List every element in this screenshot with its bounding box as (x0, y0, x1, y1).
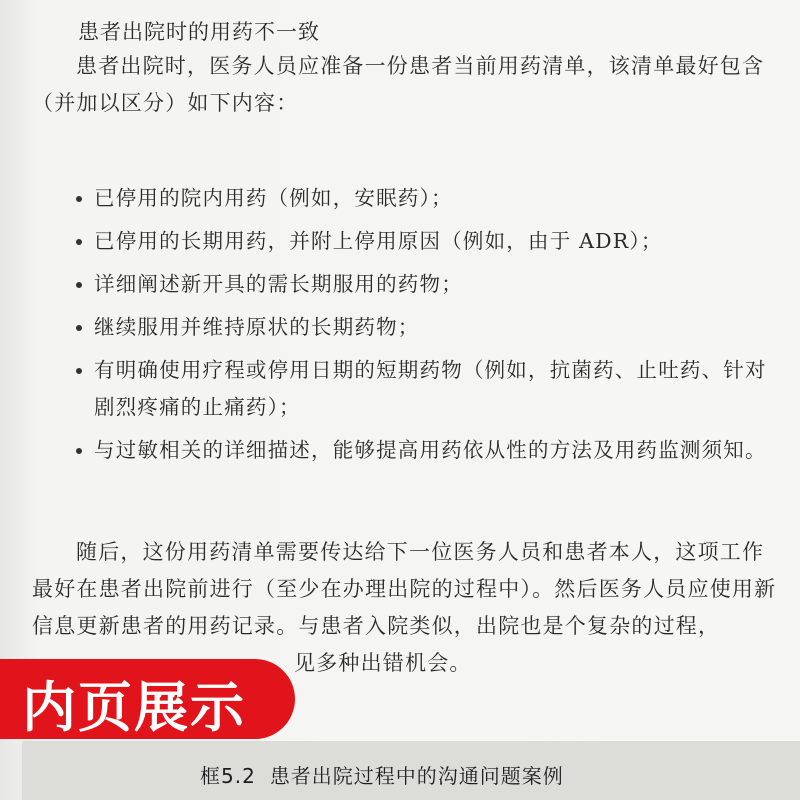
list-item-text: 已停用的院内用药（例如，安眠药）； (94, 186, 453, 210)
list-item (74, 309, 774, 346)
followup-paragraph-text: 随后，这份用药清单需要传达给下一位医务人员和患者本人，这项工作最好在患者出院前进行（至少在办理出院的过程中）。然后医务人员应使用新信息更新患者的用药记录。与患者入院类似，出院也是个复杂的过程， (32, 540, 777, 638)
list-item-text: 已停用的长期用药，并附上停用原因（例如，由于 ADR）； (94, 229, 663, 253)
bullet-icon (76, 239, 82, 245)
section-heading: 患者出院时的用药不一致 (78, 20, 320, 44)
list-item-text: 与过敏相关的详细描述，能够提高用药依从性的方法及用药监测须知。 (94, 438, 767, 462)
list-item (74, 223, 774, 260)
bullet-icon (76, 448, 82, 454)
bullet-icon (76, 282, 82, 288)
medication-list (74, 180, 774, 475)
bullet-icon (76, 368, 82, 374)
list-item (74, 180, 774, 217)
list-item-text: 详细阐述新开具的需长期服用的药物； (94, 272, 463, 296)
box-title-text: 患者出院过程中的沟通问题案例 (269, 764, 564, 788)
list-item (74, 266, 774, 303)
promo-banner (0, 659, 295, 739)
followup-paragraph-tail: 见多种出错机会。 (294, 651, 472, 675)
bullet-icon (76, 325, 82, 331)
bullet-icon (76, 196, 82, 202)
promo-banner-label: 内页展示 (22, 676, 246, 739)
list-item-text: 继续服用并维持原状的长期药物； (94, 315, 420, 339)
intro-paragraph (32, 48, 780, 122)
box-title (200, 760, 564, 789)
list-item-text: 有明确使用疗程或停用日期的短期药物（例如，抗菌药、止吐药、针对剧烈疼痛的止痛药）； (94, 358, 767, 419)
list-item (74, 432, 774, 469)
intro-paragraph-text: 患者出院时，医务人员应准备一份患者当前用药清单，该清单最好包含（并加以区分）如下内容： (32, 54, 765, 115)
box-number: 框5.2 (200, 764, 256, 788)
list-item (74, 352, 774, 426)
